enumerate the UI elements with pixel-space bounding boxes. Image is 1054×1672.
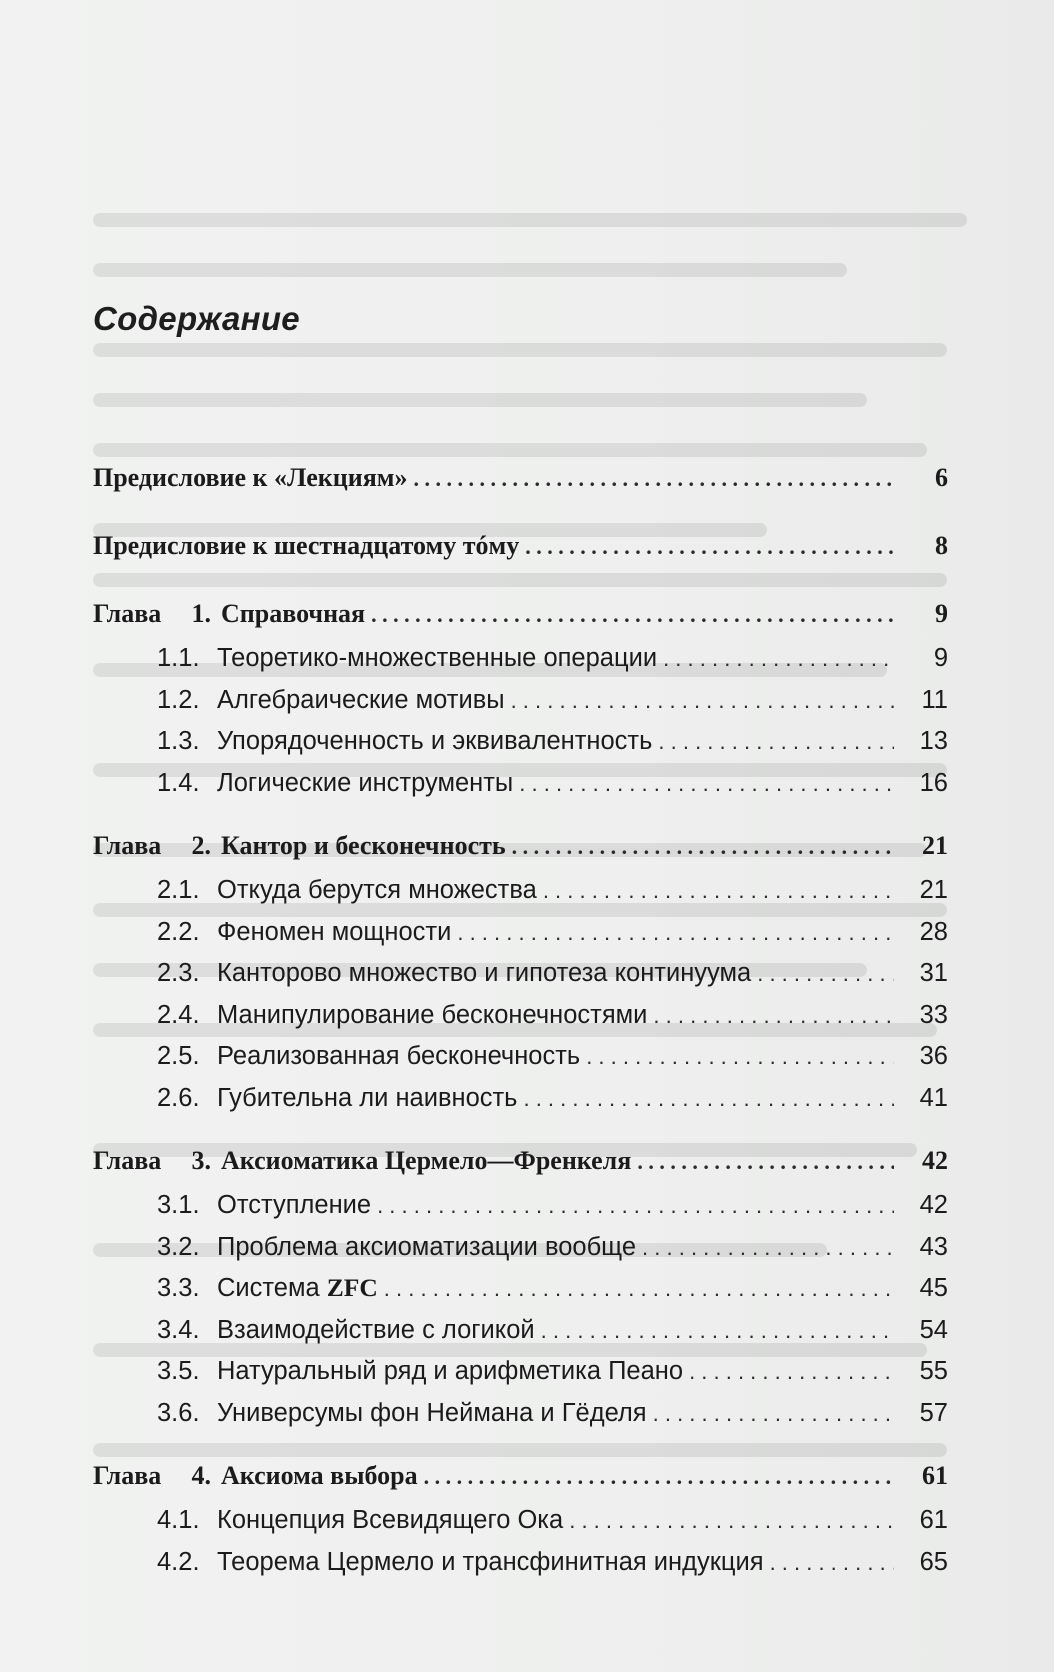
leader-dots (586, 1036, 894, 1078)
leader-dots (637, 1141, 894, 1183)
page-number: 43 (919, 1232, 948, 1261)
section-title: Взаимодействие с логикой (217, 1315, 535, 1344)
chapter-title: Аксиоматика Цермело—Френкеля (221, 1146, 632, 1175)
leader-dots (653, 995, 894, 1037)
toc-entry-section[interactable] (93, 762, 948, 804)
page-number: 42 (922, 1146, 948, 1175)
toc-entry-section[interactable] (93, 1184, 948, 1226)
toc-heading: Содержание (93, 300, 300, 337)
chapter-number: 4. (191, 1461, 211, 1490)
section-title: Упорядоченность и эквивалентность (217, 727, 653, 755)
section-number: 2.2. (157, 917, 200, 946)
section-title: Канторово множество и гипотеза континуума (217, 959, 752, 987)
page-number: 6 (935, 463, 948, 492)
toc-entry-section[interactable] (93, 1226, 948, 1268)
section-number: 1.1. (157, 644, 200, 672)
chapter-title: Справочная (221, 599, 366, 628)
leader-dots (519, 763, 894, 805)
page-number: 8 (935, 531, 948, 560)
section-title: Проблема аксиоматизации вообще (217, 1232, 637, 1261)
section-title: Теоретико-множественные операции (217, 644, 658, 672)
entry-title: Предисловие к «Лекциям» (93, 463, 408, 492)
section-title: Концепция Всевидящего Ока (217, 1506, 564, 1534)
chapter-number: 2. (191, 831, 211, 860)
leader-dots (384, 1268, 894, 1310)
page-number: 28 (919, 917, 948, 946)
chapter-number: 3. (191, 1146, 211, 1175)
leader-dots (642, 1227, 894, 1269)
page-number: 55 (919, 1357, 948, 1385)
page-number: 57 (919, 1398, 948, 1427)
leader-dots (424, 1456, 894, 1498)
section-title: Натуральный ряд и арифметика Пеано (217, 1357, 684, 1385)
toc-entry-front-matter[interactable] (93, 457, 948, 501)
section-number: 1.2. (157, 685, 200, 714)
section-number: 3.6. (157, 1398, 200, 1427)
section-title: Универсумы фон Неймана и Гёделя (217, 1398, 647, 1427)
chapter-word: Глава (93, 831, 162, 860)
page-number: 31 (919, 959, 948, 987)
chapter-word: Глава (93, 599, 162, 628)
toc-entry-chapter[interactable] (93, 825, 948, 869)
toc-entry-chapter[interactable] (93, 1455, 948, 1499)
page-number: 61 (922, 1461, 948, 1490)
section-number: 3.3. (157, 1274, 200, 1302)
section-number: 2.4. (157, 1000, 200, 1029)
chapter-word: Глава (93, 1461, 162, 1490)
toc-entry-section[interactable] (93, 1499, 948, 1541)
page-number: 21 (922, 831, 948, 860)
section-number: 3.4. (157, 1315, 200, 1344)
page-number: 9 (933, 644, 948, 672)
toc-entry-section[interactable] (93, 720, 948, 762)
section-number: 3.5. (157, 1357, 200, 1385)
section-title: Отступление (217, 1191, 372, 1219)
leader-dots (569, 1500, 894, 1542)
toc-entry-section[interactable] (93, 679, 948, 721)
toc-entry-chapter[interactable] (93, 593, 948, 637)
section-number: 2.1. (157, 876, 200, 904)
leader-dots (377, 1185, 894, 1227)
page-number: 42 (919, 1191, 948, 1219)
table-of-contents (93, 457, 948, 1582)
page-number: 9 (935, 599, 948, 628)
leader-dots (525, 526, 894, 568)
page-number: 13 (919, 727, 948, 755)
toc-entry-section[interactable] (93, 952, 948, 994)
page-number: 11 (921, 685, 948, 714)
section-number: 1.4. (157, 768, 200, 797)
section-title: Теорема Цермело и трансфинитная индукция (217, 1547, 764, 1576)
section-title-text: Система (217, 1274, 327, 1302)
section-title: Реализованная бесконечность (217, 1042, 581, 1070)
section-title: Логические инструменты (217, 768, 514, 797)
page-number: 61 (919, 1506, 948, 1534)
page-number: 33 (919, 1000, 948, 1029)
page-number: 54 (919, 1315, 948, 1344)
toc-entry-section[interactable] (93, 637, 948, 679)
toc-entry-section[interactable] (93, 994, 948, 1036)
section-title-emphasis: ZFC (326, 1273, 378, 1302)
page-number: 65 (919, 1547, 948, 1576)
toc-entry-section[interactable] (93, 1350, 948, 1392)
toc-entry-section[interactable] (93, 1309, 948, 1351)
section-title: Манипулирование бесконечностями (217, 1000, 648, 1029)
toc-entry-section[interactable] (93, 1541, 948, 1583)
leader-dots (653, 1393, 894, 1435)
section-number: 2.5. (157, 1042, 200, 1070)
toc-entry-section[interactable] (93, 1035, 948, 1077)
section-title (217, 1267, 384, 1309)
chapter-title: Аксиома выбора (221, 1461, 418, 1490)
toc-entry-section[interactable] (93, 1077, 948, 1119)
toc-entry-section[interactable] (93, 1267, 948, 1309)
chapter-word: Глава (93, 1146, 162, 1175)
section-number: 1.3. (157, 727, 200, 755)
leader-dots (663, 638, 894, 680)
page-number: 41 (919, 1083, 948, 1112)
section-number: 3.1. (157, 1191, 200, 1219)
leader-dots (757, 953, 894, 995)
chapter-number: 1. (191, 599, 211, 628)
leader-dots (512, 826, 894, 868)
leader-dots (457, 912, 894, 954)
entry-title: Предисловие к шестнадцатому тóму (93, 531, 520, 560)
leader-dots (511, 680, 894, 722)
section-number: 4.1. (157, 1506, 200, 1534)
leader-dots (770, 1542, 894, 1584)
leader-dots (689, 1351, 894, 1393)
toc-entry-section[interactable] (93, 911, 948, 953)
toc-entry-section[interactable] (93, 1392, 948, 1434)
section-number: 2.3. (157, 959, 200, 987)
toc-entry-front-matter[interactable] (93, 525, 948, 569)
page-number: 21 (919, 876, 948, 904)
leader-dots (414, 458, 895, 500)
leader-dots (523, 1078, 894, 1120)
toc-entry-section[interactable] (93, 869, 948, 911)
section-title: Алгебраические мотивы (217, 685, 505, 714)
leader-dots (658, 721, 894, 763)
toc-entry-chapter[interactable] (93, 1140, 948, 1184)
leader-dots (541, 1310, 894, 1352)
page-number: 16 (919, 768, 948, 797)
section-title: Феномен мощности (217, 917, 452, 946)
section-number: 2.6. (157, 1083, 200, 1112)
section-title: Губительна ли наивность (217, 1083, 518, 1112)
chapter-title: Кантор и бесконечность (221, 831, 506, 860)
page-number: 45 (919, 1274, 948, 1302)
page-number: 36 (919, 1042, 948, 1070)
leader-dots (543, 870, 894, 912)
leader-dots (371, 594, 894, 636)
section-number: 4.2. (157, 1547, 200, 1576)
section-title: Откуда берутся множества (217, 876, 537, 904)
section-number: 3.2. (157, 1232, 200, 1261)
